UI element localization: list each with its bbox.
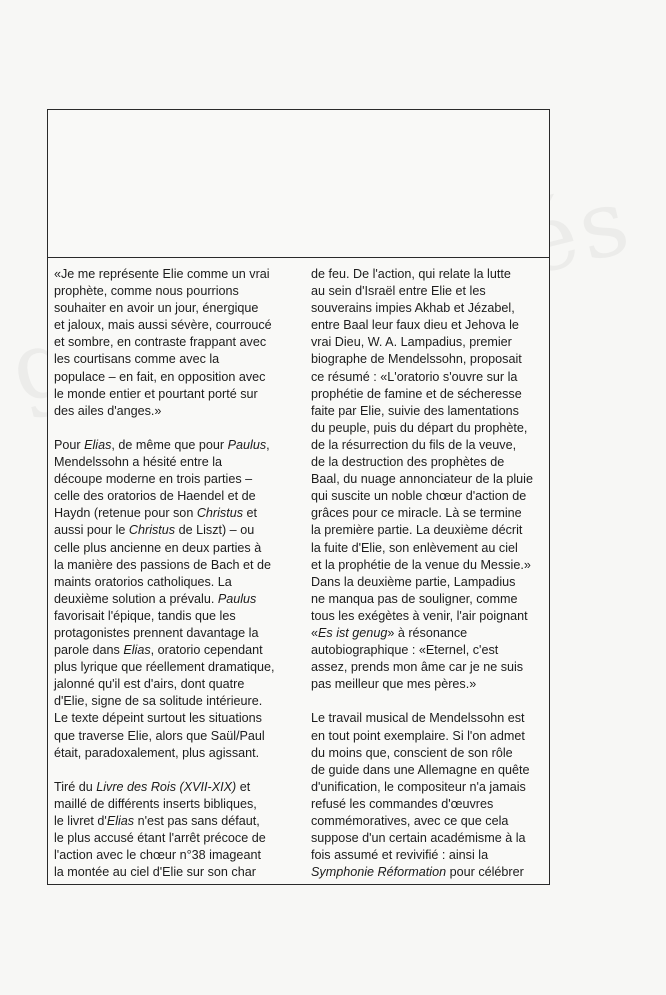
text-line: Pour Elias, de même que pour Paulus,: [54, 437, 270, 452]
text-line: et jaloux, mais aussi sévère, courroucé: [54, 318, 272, 333]
italic-title: Elias: [123, 643, 151, 658]
text-line: en tout point exemplaire. Si l'on admet: [311, 728, 525, 743]
italic-title: Livre des Rois (XVII-XIX): [96, 779, 237, 794]
text-line: le monde entier et pourtant porté sur: [54, 386, 258, 401]
text-line: faite par Elie, suivie des lamentations: [311, 403, 519, 418]
text-line: des ailes d'anges.»: [54, 403, 162, 418]
paragraph-gap: [54, 762, 286, 779]
paragraph-gap: [311, 693, 543, 710]
text-line: prophète, comme nous pourrions: [54, 284, 239, 299]
text-line: les courtisans comme avec la: [54, 352, 220, 367]
text-line: Tiré du Livre des Rois (XVII-XIX) et: [54, 779, 251, 794]
text-line: du peuple, puis du départ du prophète,: [311, 420, 528, 435]
text-line: qui suscite un noble chœur d'action de: [311, 489, 527, 504]
text-line: commémoratives, avec ce que cela: [311, 814, 509, 828]
italic-title: Elias: [84, 437, 112, 452]
text-line: refusé les commandes d'œuvres: [311, 796, 494, 811]
text-line: entre Baal leur faux dieu et Jehova le: [311, 318, 519, 333]
text-line: de la destruction des prophètes de: [311, 455, 505, 470]
page-frame: [47, 109, 550, 885]
text-line: de guide dans une Allemagne en quête: [311, 762, 530, 777]
text-line: aussi pour le Christus de Liszt) – ou: [54, 523, 255, 538]
text-line: biographe de Mendelssohn, proposait: [311, 352, 522, 367]
text-line: la manière des passions de Bach et de: [54, 557, 272, 572]
italic-title: Paulus: [217, 591, 257, 606]
text-line: protagonistes prennent davantage la: [54, 625, 259, 640]
italic-title: Elias: [106, 814, 135, 828]
text-line: au sein d'Israël entre Elie et les: [311, 284, 486, 299]
text-line: de la résurrection du fils de la veuve,: [311, 437, 517, 452]
text-line: Le texte dépeint surtout les situations: [54, 711, 262, 726]
text-line: d'unification, le compositeur n'a jamais: [311, 779, 526, 794]
text-line: Le travail musical de Mendelssohn est: [311, 711, 525, 726]
text-line: deuxième solution a prévalu. Paulus: [54, 591, 257, 606]
text-line: et sombre, en contraste frappant avec: [54, 335, 267, 350]
text-line: de feu. De l'action, qui relate la lutte: [311, 267, 511, 281]
left-column: [54, 266, 286, 881]
text-line: du moins que, conscient de son rôle: [311, 745, 513, 760]
text-line: la montée au ciel d'Elie sur son char: [54, 865, 256, 880]
text-line: maints oratorios catholiques. La: [54, 574, 232, 589]
italic-title: Symphonie Réformation: [311, 865, 447, 880]
paragraph-gap: [54, 420, 286, 437]
text-line: et la prophétie de la venue du Messie.»: [311, 557, 531, 572]
text-line: Dans la deuxième partie, Lampadius: [311, 574, 516, 589]
text-line: était, paradoxalement, plus agissant.: [54, 745, 260, 760]
text-line: le plus accusé étant l'arrêt précoce de: [54, 831, 266, 846]
italic-title: Paulus: [227, 437, 267, 452]
text-line: ne manqua pas de souligner, comme: [311, 591, 518, 606]
text-line: la fuite d'Elie, son enlèvement au ciel: [311, 540, 518, 555]
text-line: découpe moderne en trois parties –: [54, 472, 253, 487]
text-line: grâces pour ce miracle. Là se termine: [311, 506, 522, 521]
italic-title: Es ist genug: [318, 625, 388, 640]
text-line: vrai Dieu, W. A. Lampadius, premier: [311, 335, 512, 350]
italic-title: Christus: [196, 506, 244, 521]
text-line: celle plus ancienne en deux parties à: [54, 540, 262, 555]
text-line: tous les exégètes à venir, l'air poignant: [311, 608, 528, 623]
text-line: fois assumé et revivifié : ainsi la: [311, 848, 489, 863]
header-box: [48, 110, 549, 258]
right-column: [311, 266, 543, 881]
text-line: favorisait l'épique, tandis que les: [54, 608, 236, 623]
text-line: prophétie de famine et de sécheresse: [311, 386, 522, 401]
text-line: jalonné qu'il est d'airs, dont quatre: [54, 677, 245, 692]
italic-title: Christus: [128, 523, 176, 538]
text-line: le livret d'Elias n'est pas sans défaut,: [54, 814, 260, 828]
text-line: la première partie. La deuxième décrit: [311, 523, 523, 538]
text-line: «Je me représente Elie comme un vrai: [54, 267, 270, 281]
text-line: maillé de différents inserts bibliques,: [54, 796, 257, 811]
text-line: plus lyrique que réellement dramatique,: [54, 660, 275, 675]
text-line: Symphonie Réformation pour célébrer: [311, 865, 524, 880]
text-line: Baal, du nuage annonciateur de la pluie: [311, 472, 533, 487]
text-line: que traverse Elie, alors que Saül/Paul: [54, 728, 265, 743]
text-line: «Es ist genug» à résonance: [311, 625, 468, 640]
text-line: parole dans Elias, oratorio cependant: [54, 643, 263, 658]
text-line: d'Elie, signe de sa solitude intérieure.: [54, 694, 263, 709]
text-line: populace – en fait, en opposition avec: [54, 369, 266, 384]
text-line: ce résumé : «L'oratorio s'ouvre sur la: [311, 369, 518, 384]
text-line: autobiographique : «Eternel, c'est: [311, 643, 499, 658]
text-line: suppose d'un certain académisme à la: [311, 831, 526, 846]
text-line: pas meilleur que mes pères.»: [311, 677, 477, 692]
text-line: celle des oratorios de Haendel et de: [54, 489, 256, 504]
text-line: Mendelssohn a hésité entre la: [54, 455, 223, 470]
text-line: assez, prends mon âme car je ne suis: [311, 660, 524, 675]
text-line: souverains impies Akhab et Jézabel,: [311, 301, 515, 316]
text-line: souhaiter en avoir un jour, énergique: [54, 301, 259, 316]
text-line: Haydn (retenue pour son Christus et: [54, 506, 258, 521]
text-line: l'action avec le chœur n°38 imageant: [54, 848, 261, 863]
